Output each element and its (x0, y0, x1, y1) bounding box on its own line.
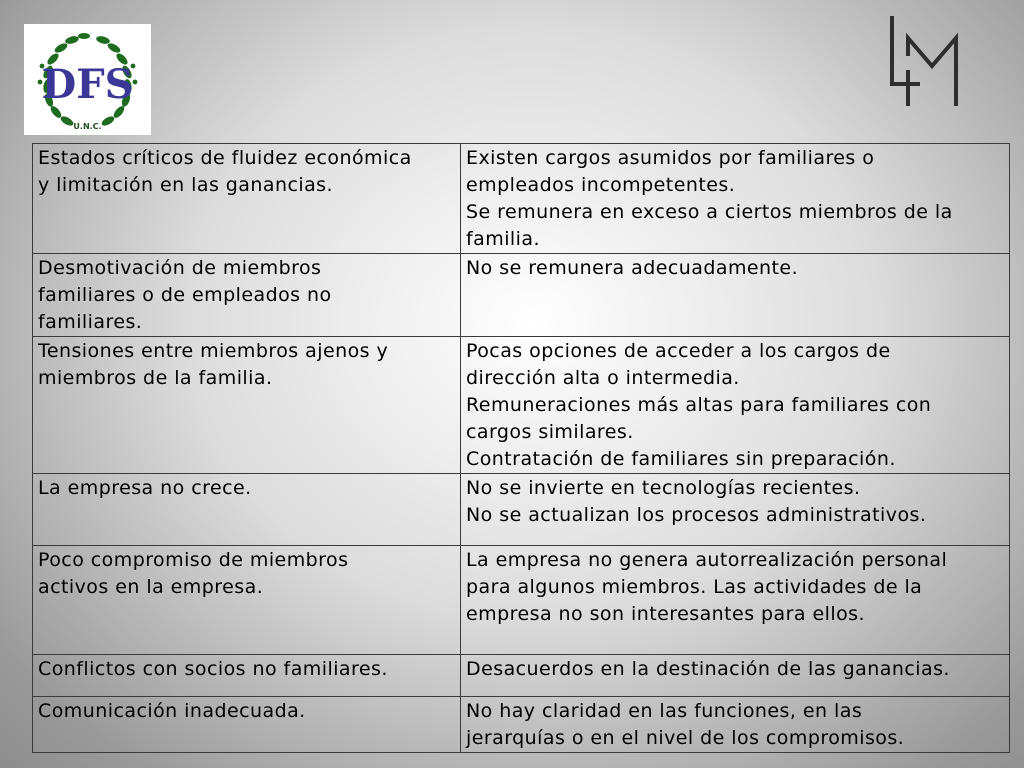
cell-text-line: Desacuerdos en la destinación de las ganancias. (466, 658, 950, 680)
causes-table (32, 143, 1010, 753)
table-row (33, 546, 1010, 655)
monogram-m-stroke (908, 38, 956, 104)
cell-text-line: familiares o de empleados no (38, 284, 332, 306)
dfs-unc-logo (24, 24, 151, 135)
logo-caption: U.N.C. (73, 122, 102, 131)
cell-text-line: Se remunera en exceso a ciertos miembros de la (466, 201, 953, 223)
monogram-l-stroke (892, 18, 918, 84)
cause-cell (461, 337, 1010, 474)
logo-letters: DFS (41, 61, 134, 108)
problem-cell (33, 655, 461, 697)
cell-text-line: y limitación en las ganancias. (38, 174, 334, 196)
cause-cell (461, 546, 1010, 655)
laurel-wreath-icon (24, 24, 151, 135)
cell-text-line: Remuneraciones más altas para familiares con (466, 394, 932, 416)
cell-text-line: No se invierte en tecnologías recientes. (466, 477, 861, 499)
problem-cell (33, 474, 461, 546)
problem-cell (33, 254, 461, 337)
cell-text-line: empresa no son interesantes para ellos. (466, 603, 865, 625)
problem-cell (33, 144, 461, 254)
table-row (33, 655, 1010, 697)
problem-cell (33, 546, 461, 655)
lm-monogram-logo (884, 14, 964, 106)
problem-cell (33, 697, 461, 753)
cell-text-line: No hay claridad en las funciones, en las (466, 700, 863, 722)
cell-text-line: activos en la empresa. (38, 576, 264, 598)
cause-cell (461, 254, 1010, 337)
cause-cell (461, 655, 1010, 697)
cause-cell (461, 474, 1010, 546)
cell-text-line: miembros de la familia. (38, 367, 273, 389)
cell-text-line: Tensiones entre miembros ajenos y (38, 340, 389, 362)
cell-text-line: empleados incompetentes. (466, 174, 736, 196)
cell-text-line: Existen cargos asumidos por familiares o (466, 147, 875, 169)
cell-text-line: No se actualizan los procesos administrativos. (466, 504, 927, 526)
cell-text-line: jerarquías o en el nivel de los compromisos. (466, 727, 905, 749)
cell-text-line: La empresa no crece. (38, 477, 252, 499)
cell-text-line: dirección alta o intermedia. (466, 367, 740, 389)
cell-text-line: Desmotivación de miembros (38, 257, 322, 279)
cell-text-line: Pocas opciones de acceder a los cargos de (466, 340, 891, 362)
lm-monogram-icon (884, 14, 964, 106)
cause-cell (461, 697, 1010, 753)
cell-text-line: Contratación de familiares sin preparación. (466, 448, 896, 470)
table-row (33, 254, 1010, 337)
table-row (33, 697, 1010, 753)
cell-text-line: para algunos miembros. Las actividades de la (466, 576, 923, 598)
cell-text-line: Comunicación inadecuada. (38, 700, 306, 722)
table-row (33, 337, 1010, 474)
cell-text-line: No se remunera adecuadamente. (466, 257, 799, 279)
cell-text-line: La empresa no genera autorrealización personal (466, 549, 948, 571)
monogram-strokes (892, 18, 956, 106)
table-row (33, 474, 1010, 546)
cell-text-line: Conflictos con socios no familiares. (38, 658, 388, 680)
cause-cell (461, 144, 1010, 254)
cell-text-line: cargos similares. (466, 421, 634, 443)
cell-text-line: Poco compromiso de miembros (38, 549, 349, 571)
cell-text-line: familiares. (38, 311, 143, 333)
table-row (33, 144, 1010, 254)
problem-cell (33, 337, 461, 474)
cell-text-line: Estados críticos de fluidez económica (38, 147, 412, 169)
cell-text-line: familia. (466, 228, 540, 250)
